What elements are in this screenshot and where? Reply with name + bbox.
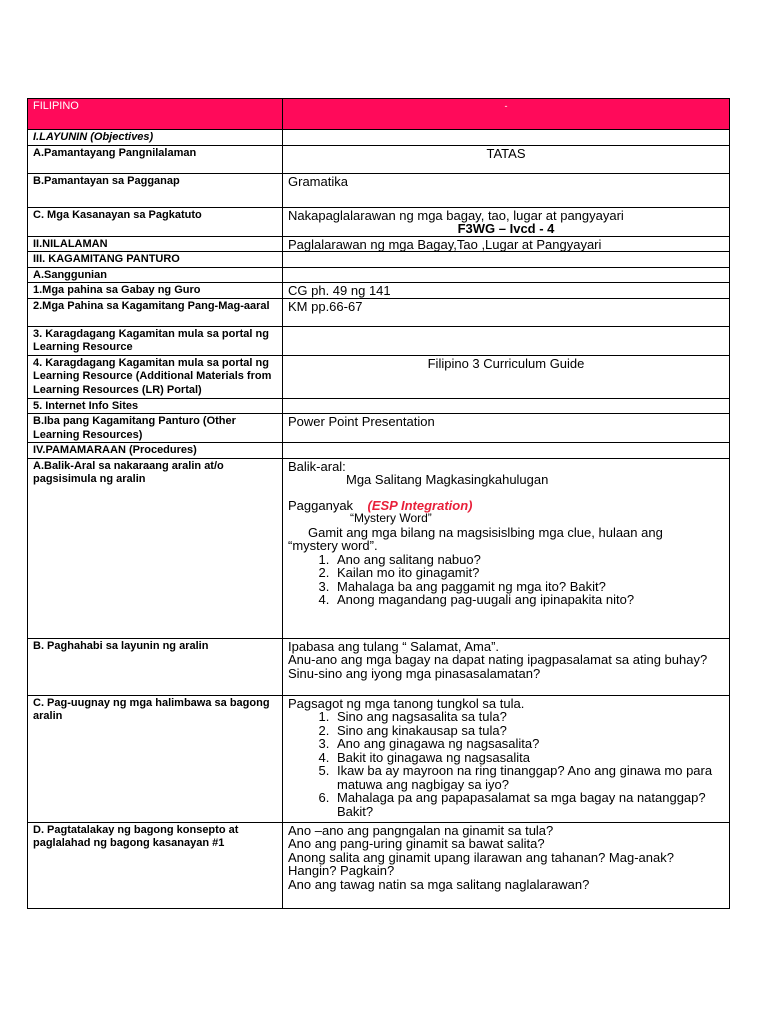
value-nilalaman: Paglalarawan ng mga Bagay,Tao ,Lugar at Pangyayari bbox=[283, 236, 730, 252]
row-lr-portal bbox=[28, 355, 730, 398]
label-gabay: 1.Mga pahina sa Gabay ng Guro bbox=[28, 283, 283, 299]
value-kasanayan bbox=[283, 207, 730, 236]
list-item: 4. Anong magandang pag-uugali ang ipinapakita nito? bbox=[333, 593, 724, 607]
pagtatalakay-line-4: Ano ang tawag natin sa mga salitang naglalarawan? bbox=[288, 876, 590, 892]
label-kasanayan: C. Mga Kasanayan sa Pagkatuto bbox=[28, 207, 283, 236]
label-nilalaman: II.NILALAMAN bbox=[28, 236, 283, 252]
row-kagamitan bbox=[28, 252, 730, 268]
value-magaaral: KM pp.66-67 bbox=[283, 298, 730, 326]
label-balik-aral: A.Balik-Aral sa nakaraang aralin at/o pagsisimula ng aralin bbox=[28, 458, 283, 638]
balik-title: Balik-aral: bbox=[288, 458, 346, 474]
value-iba: Power Point Presentation bbox=[283, 414, 730, 443]
label-pagganap: B.Pamantayan sa Pagganap bbox=[28, 173, 283, 207]
list-item: 3. Ano ang ginagawa ng nagsasalita? bbox=[333, 737, 724, 751]
list-item: 5. Ikaw ba ay mayroon na ring tinanggap? Ano ang ginawa mo para matuwa ang nagbigay sa iyo? bbox=[333, 764, 724, 791]
row-pag-uugnay bbox=[28, 695, 730, 822]
value-pagtatalakay bbox=[283, 822, 730, 908]
list-item: 2. Sino ang kinakausap sa tula? bbox=[333, 724, 724, 738]
paghahabi-line-2: Anu-ano ang mga bagay na dapat nating ipagpasalamat sa ating buhay? bbox=[288, 652, 708, 667]
row-paghahabi bbox=[28, 638, 730, 695]
label-paghahabi: B. Paghahabi sa layunin ng aralin bbox=[28, 638, 283, 695]
label-layunin: I.LAYUNIN (Objectives) bbox=[28, 130, 283, 146]
list-item: 1. Sino ang nagsasalita sa tula? bbox=[333, 710, 724, 724]
row-internet bbox=[28, 398, 730, 414]
esp-integration: (ESP Integration) bbox=[367, 497, 473, 513]
row-pagtatalakay bbox=[28, 822, 730, 908]
row-balik-aral bbox=[28, 458, 730, 638]
label-pag-uugnay: C. Pag-uugnay ng mga halimbawa sa bagong aralin bbox=[28, 695, 283, 822]
label-pagtatalakay: D. Pagtatalakay ng bagong konsepto at paglalahad ng bagong kasanayan #1 bbox=[28, 822, 283, 908]
row-gabay bbox=[28, 283, 730, 299]
balik-question-list bbox=[288, 553, 724, 607]
value-kagamitan bbox=[283, 252, 730, 268]
value-gabay: CG ph. 49 ng 141 bbox=[283, 283, 730, 299]
balik-topic: Mga Salitang Magkasingkahulugan bbox=[346, 472, 549, 487]
value-balik-aral bbox=[283, 458, 730, 638]
label-internet: 5. Internet Info Sites bbox=[28, 398, 283, 414]
paghahabi-line-3: Sinu-sino ang iyong mga pinasasalamatan? bbox=[288, 665, 541, 681]
pag-uugnay-question-list bbox=[288, 710, 724, 818]
pagganyak-label: Pagganyak bbox=[288, 497, 354, 513]
row-pagganap bbox=[28, 173, 730, 207]
subject-cell: FILIPINO bbox=[28, 99, 283, 130]
row-iba bbox=[28, 414, 730, 443]
row-nilalaman bbox=[28, 236, 730, 252]
kasanayan-text: Nakapaglalarawan ng mga bagay, tao, lugar at pangyayari bbox=[288, 207, 624, 223]
row-pamamaraan bbox=[28, 443, 730, 459]
value-internet bbox=[283, 398, 730, 414]
row-lr bbox=[28, 326, 730, 355]
pagganyak-line bbox=[288, 499, 724, 513]
list-item: 1. Ano ang salitang nabuo? bbox=[333, 553, 724, 567]
pag-uugnay-intro: Pagsagot ng mga tanong tungkol sa tula. bbox=[288, 695, 525, 711]
list-item: 3. Mahalaga ba ang paggamit ng mga ito? Bakit? bbox=[333, 580, 724, 594]
value-paghahabi bbox=[283, 638, 730, 695]
label-pamamaraan: IV.PAMAMARAAN (Procedures) bbox=[28, 443, 283, 459]
value-lr-portal: Filipino 3 Curriculum Guide bbox=[283, 355, 730, 398]
pagtatalakay-line-3: Anong salita ang ginamit upang ilarawan ang tahanan? Mag-anak? Hangin? Pagkain? bbox=[288, 849, 674, 878]
pagtatalakay-line-1: Ano –ano ang pangngalan na ginamit sa tula? bbox=[288, 822, 554, 838]
paghahabi-line-1: Ipabasa ang tulang “ Salamat, Ama”. bbox=[288, 638, 500, 654]
list-item: 4. Bakit ito ginagawa ng nagsasalita bbox=[333, 751, 724, 765]
label-magaaral: 2.Mga Pahina sa Kagamitang Pang-Mag-aaral bbox=[28, 298, 283, 326]
label-lr-portal: 4. Karagdagang Kagamitan mula sa portal ng Learning Resource (Additional Materials from Learning Resources (LR) Portal) bbox=[28, 355, 283, 398]
value-pangnilalaman: TATAS bbox=[283, 145, 730, 173]
mystery-word: “Mystery Word” bbox=[350, 511, 432, 525]
row-kasanayan bbox=[28, 207, 730, 236]
list-item: 2. Kailan mo ito ginagamit? bbox=[333, 566, 724, 580]
value-layunin bbox=[283, 130, 730, 146]
row-magaaral bbox=[28, 298, 730, 326]
value-pamamaraan bbox=[283, 443, 730, 459]
label-iba: B.Iba pang Kagamitang Panturo (Other Learning Resources) bbox=[28, 414, 283, 443]
label-pangnilalaman: A.Pamantayang Pangnilalaman bbox=[28, 145, 283, 173]
lesson-plan-table bbox=[27, 98, 730, 909]
row-layunin bbox=[28, 130, 730, 146]
value-pagganap: Gramatika bbox=[283, 173, 730, 207]
kasanayan-code: F3WG – Ivcd - 4 bbox=[457, 221, 555, 236]
header-right-cell: - bbox=[283, 99, 730, 130]
label-kagamitan: III. KAGAMITANG PANTURO bbox=[28, 252, 283, 268]
label-lr: 3. Karagdagang Kagamitan mula sa portal ng Learning Resource bbox=[28, 326, 283, 355]
instruction-line-2: “mystery word”. bbox=[288, 538, 378, 553]
list-item: 6. Mahalaga pa ang papapasalamat sa mga bagay na natanggap? Bakit? bbox=[333, 791, 724, 818]
row-sanggunian bbox=[28, 267, 730, 283]
label-sanggunian: A.Sanggunian bbox=[28, 267, 283, 283]
value-sanggunian bbox=[283, 267, 730, 283]
instruction-line-1: Gamit ang mga bilang na magsisislbing mga clue, hulaan ang bbox=[308, 524, 663, 540]
pagtatalakay-line-2: Ano ang pang-uring ginamit sa bawat salita? bbox=[288, 836, 545, 851]
row-pangnilalaman bbox=[28, 145, 730, 173]
value-pag-uugnay bbox=[283, 695, 730, 822]
header-row bbox=[28, 99, 730, 130]
value-lr bbox=[283, 326, 730, 355]
